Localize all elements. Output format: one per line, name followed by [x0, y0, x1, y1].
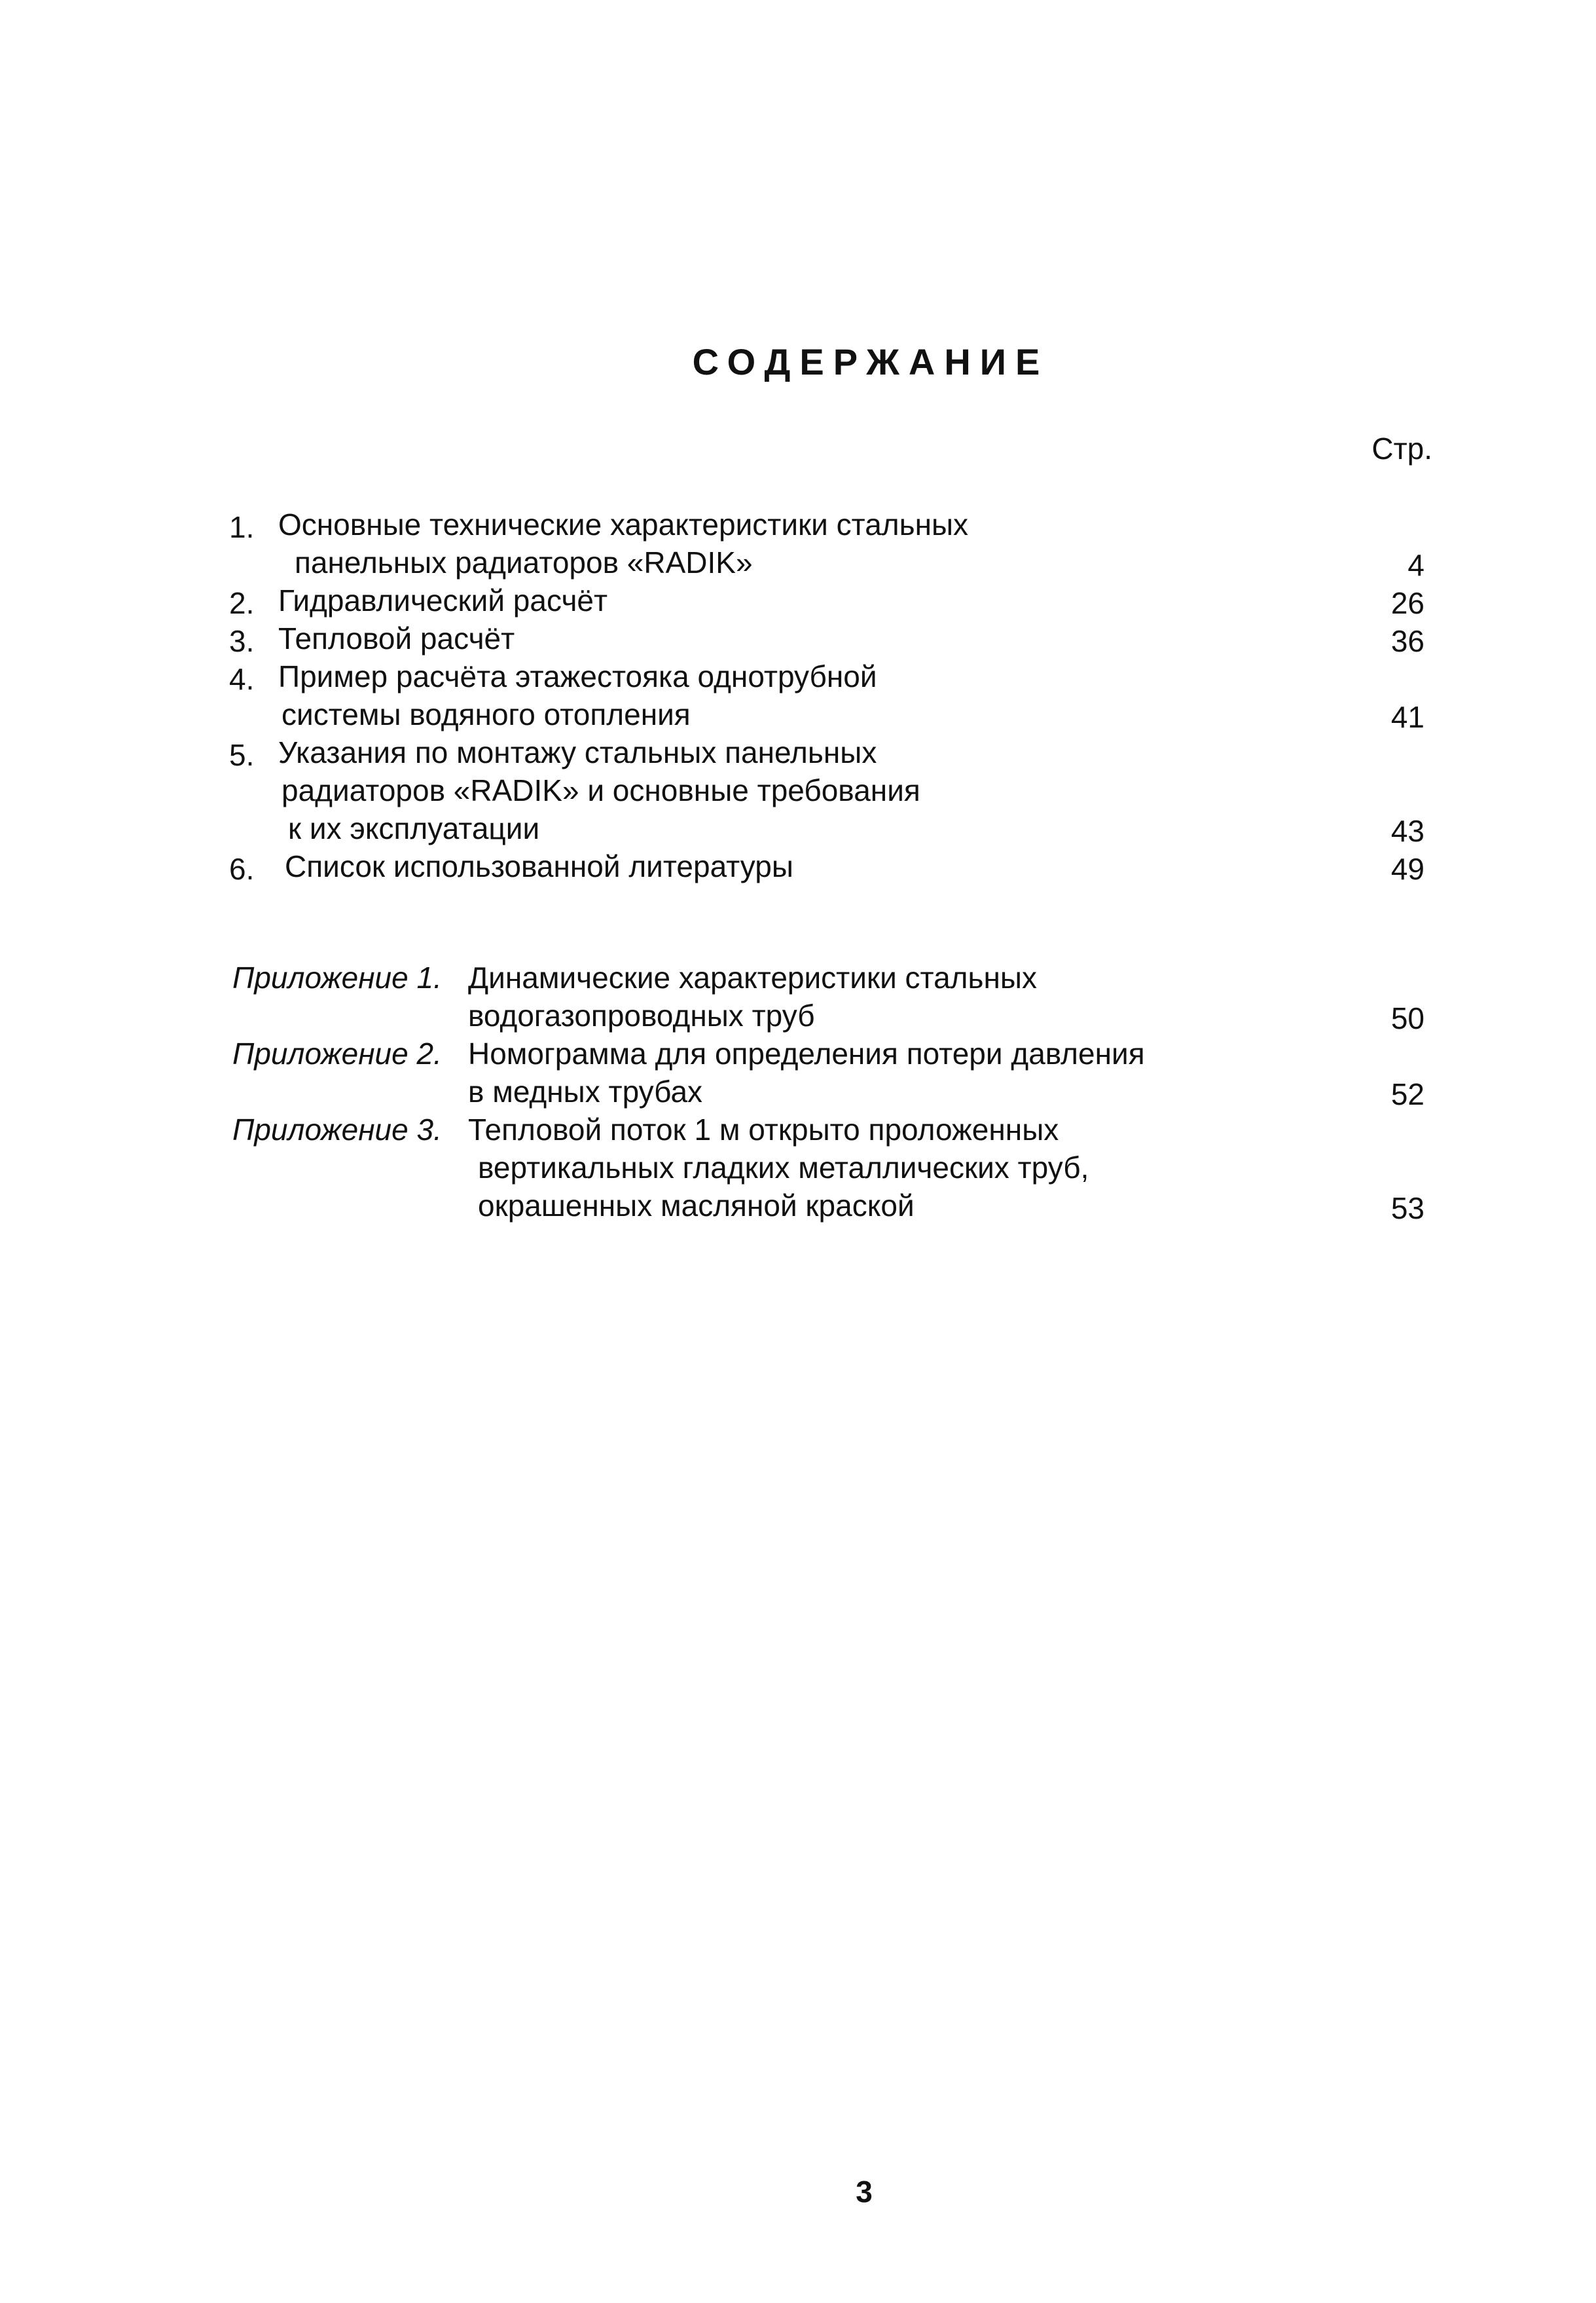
page-number: 3 — [856, 2175, 873, 2209]
appendix-label-2: Приложение 2. — [232, 1037, 442, 1071]
toc-5-line-1: Указания по монтажу стальных панельных — [278, 735, 877, 769]
toc-4-line-1: Пример расчёта этажестояка однотрубной — [278, 659, 877, 693]
toc-num-2: 2. — [229, 586, 255, 620]
toc-num-5: 5. — [229, 738, 255, 772]
toc-3-line-1: Тепловой расчёт — [278, 621, 515, 655]
appendix-page-2: 52 — [1390, 1077, 1424, 1111]
appendix-3-line-2: вертикальных гладких металлических труб, — [478, 1151, 1089, 1185]
toc-page-6: 49 — [1390, 852, 1424, 886]
appendix-label-3: Приложение 3. — [232, 1113, 442, 1147]
toc-4-line-2: системы водяного отопления — [281, 697, 691, 731]
toc-5-line-3: к их эксплуатации — [288, 811, 540, 845]
toc-page-2: 26 — [1390, 586, 1424, 620]
appendix-label-1: Приложение 1. — [232, 961, 442, 995]
toc-page-5: 43 — [1390, 814, 1424, 848]
page-title: СОДЕРЖАНИЕ — [692, 341, 1049, 382]
appendix-2-line-1: Номограмма для определения потери давления — [468, 1037, 1145, 1071]
toc-1-line-2: панельных радиаторов «RADIK» — [295, 545, 753, 580]
appendix-page-1: 50 — [1390, 1001, 1424, 1035]
toc-page-3: 36 — [1390, 624, 1424, 658]
toc-5-line-2: радиаторов «RADIK» и основные требования — [281, 773, 920, 807]
toc-page-1: 4 — [1407, 548, 1424, 582]
toc-num-6: 6. — [229, 852, 255, 886]
toc-2-line-1: Гидравлический расчёт — [278, 583, 608, 617]
appendix-2-line-2: в медных трубах — [468, 1075, 703, 1109]
appendix-page-3: 53 — [1390, 1191, 1424, 1225]
page-column-label: Стр. — [1371, 432, 1432, 466]
appendix-3-line-3: окрашенных масляной краской — [478, 1188, 915, 1223]
toc-1-line-1: Основные технические характеристики стальных — [278, 507, 969, 542]
toc-6-line-1: Список использованной литературы — [285, 849, 793, 883]
appendix-1-line-2: водогазопроводных труб — [468, 999, 815, 1033]
toc-page-4: 41 — [1390, 700, 1424, 734]
appendix-3-line-1: Тепловой поток 1 м открыто проложенных — [468, 1113, 1059, 1147]
appendix-1-line-1: Динамические характеристики стальных — [468, 961, 1037, 995]
toc-num-4: 4. — [229, 662, 255, 696]
toc-num-1: 1. — [229, 510, 255, 544]
toc-num-3: 3. — [229, 624, 255, 658]
